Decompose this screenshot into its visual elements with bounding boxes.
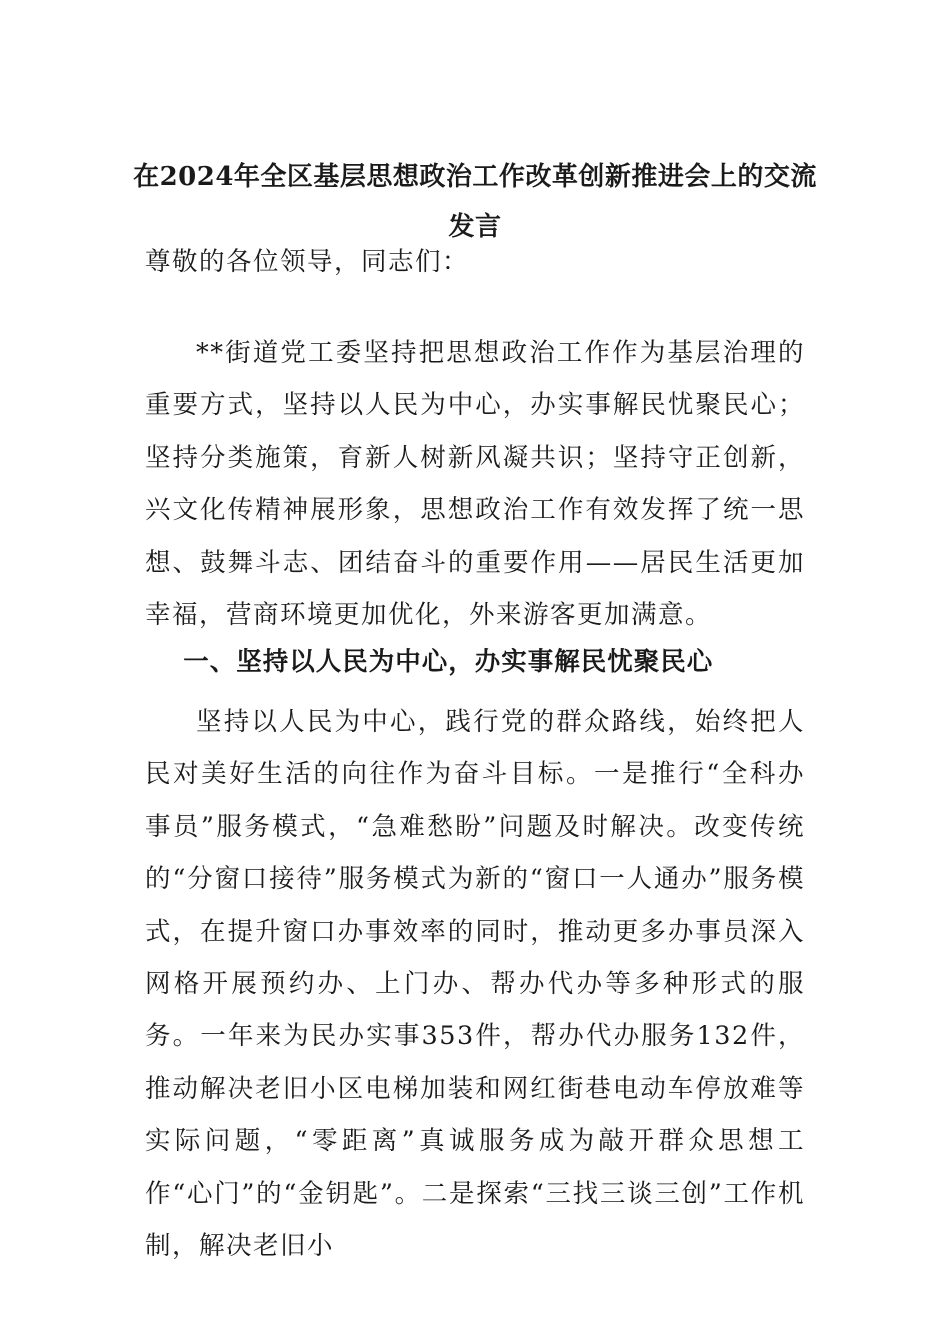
salutation: 尊敬的各位领导，同志们： [145,247,470,277]
section-1-paragraph: 坚持以人民为中心，践行党的群众路线，始终把人民对美好生活的向往作为奋斗目标。一是推行“全科办事员”服务模式，“急难愁盼”问题及时解决。改变传统的“分窗口接待”服务模式为新的“窗口一人通办”服务模式，在提升窗口办事效率的同时，推动更多办事员深入网格开展预约办、上门办、帮办代办等多种形式的服务。一年来为民办实事353件，帮办代办服务132件，推动解决老旧小区电梯加装和网红街巷电动车停放难等实际问题，“零距离”真诚服务成为敲开群众思想工作“心门”的“金钥匙”。二是探索“三找三谈三创”工作机制，解决老旧小 [145,707,805,1262]
intro-paragraph: **街道党工委坚持把思想政治工作作为基层治理的重要方式，坚持以人民为中心，办实事解民忧聚民心；坚持分类施策，育新人树新风凝共识；坚持守正创新，兴文化传精神展形象，思想政治工作有效发挥了统一思想、鼓舞斗志、团结奋斗的重要作用——居民生活更加幸福，营商环境更加优化，外来游客更加满意。 [145,338,805,631]
section-1-heading: 一、坚持以人民为中心，办实事解民忧聚民心 [183,647,714,677]
document-title: 在2024年全区基层思想政治工作改革创新推进会上的交流发言 [133,162,817,242]
